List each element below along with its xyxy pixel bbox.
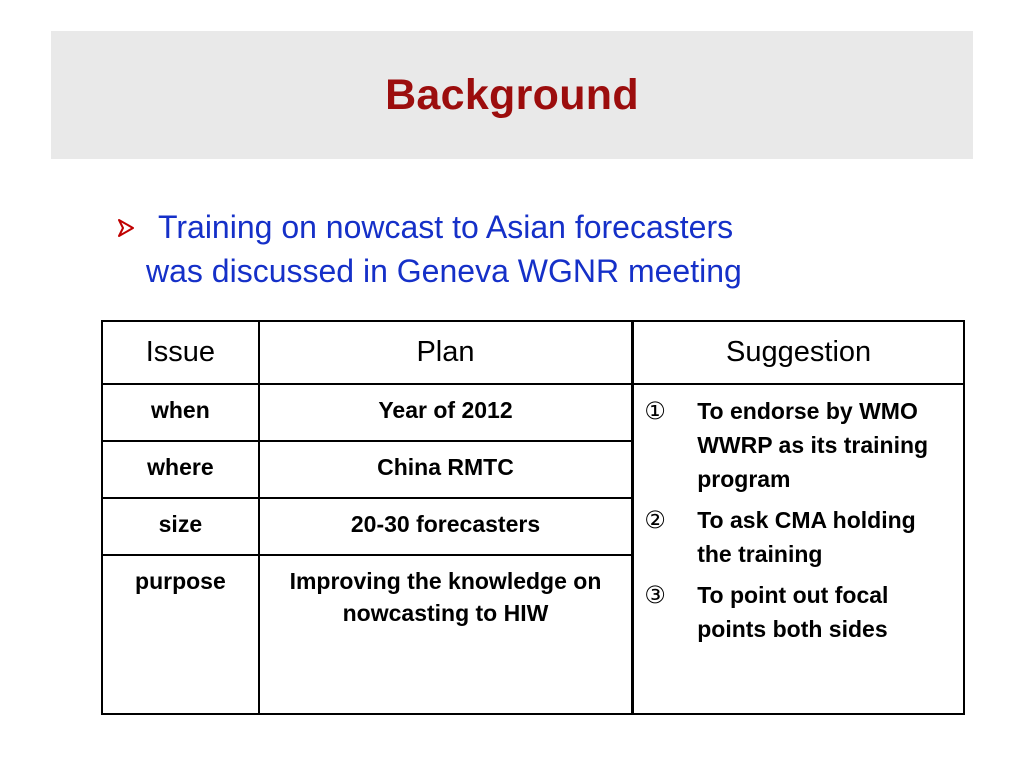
plan-cell: China RMTC	[259, 441, 633, 498]
header-issue: Issue	[102, 321, 259, 384]
suggestion-item	[642, 394, 955, 496]
suggestion-text: To point out focal points both sides	[697, 582, 889, 642]
bullet-point	[116, 205, 916, 293]
issue-cell: where	[102, 441, 259, 498]
suggestion-number: ③	[644, 581, 666, 609]
title-bar	[51, 31, 973, 159]
bullet-line-1: Training on nowcast to Asian forecasters	[158, 209, 734, 245]
slide-title: Background	[385, 70, 639, 119]
bullet-line-2: was discussed in Geneva WGNR meeting	[146, 253, 742, 289]
plan-table	[101, 320, 965, 715]
header-plan: Plan	[259, 321, 633, 384]
plan-cell: Year of 2012	[259, 384, 633, 441]
suggestion-text: To endorse by WMO WWRP as its training program	[697, 398, 929, 492]
header-suggestion: Suggestion	[633, 321, 964, 384]
suggestion-number: ②	[644, 506, 666, 534]
suggestion-number: ①	[644, 397, 666, 425]
issue-cell: size	[102, 498, 259, 555]
table-header-row	[102, 321, 964, 384]
suggestion-item	[642, 503, 955, 571]
suggestion-cell	[633, 384, 964, 714]
issue-cell: when	[102, 384, 259, 441]
plan-cell: 20-30 forecasters	[259, 498, 633, 555]
plan-cell: Improving the knowledge on nowcasting to HIW	[259, 555, 633, 714]
arrow-right-icon	[116, 218, 136, 238]
suggestion-item	[642, 578, 955, 646]
table-row	[102, 384, 964, 441]
suggestion-text: To ask CMA holding the training	[697, 507, 916, 567]
issue-cell: purpose	[102, 555, 259, 714]
